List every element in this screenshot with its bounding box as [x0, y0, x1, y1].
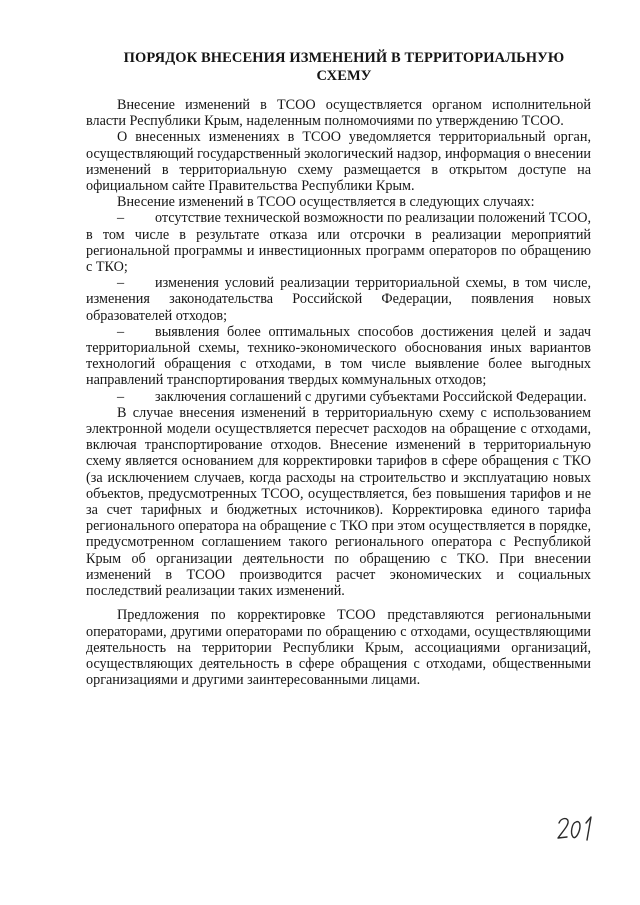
list-item-text: изменения условий реализации территориальной схемы, в том числе, изменения законодательства Российской Федерации, появления новых образователей отходов;	[86, 275, 591, 324]
list-item	[86, 324, 591, 389]
list-dash: –	[117, 388, 125, 405]
paragraph-tariff-adjustment: В случае внесения изменений в территориальную схему с использованием электронной модели осуществляется пересчет расходов на обращение с отходами, включая транспортирование отходов. Внесение изменений в территориальную схему является основанием для корректировки тарифов в сфере обращения с ТКО (за исключением случаев, когда расходы на строительство и эксплуатацию новых объектов, предусмотренных ТСОО, осуществляется, без повышения тарифов и не за счет тарифных и бюджетных источников). Корректировка единого тарифа регионального оператора на обращение с ТКО при этом осуществляется в порядке, предусмотренном соглашением такого регионального оператора с Республикой Крым об организации деятельности по обращению с ТКО. При внесении изменений в ТСОО производится расчет экономических и социальных последствий реализации таких изменений.	[86, 404, 591, 600]
list-dash: –	[117, 323, 125, 340]
document-title: ПОРЯДОК ВНЕСЕНИЯ ИЗМЕНЕНИЙ В ТЕРРИТОРИАЛЬНУЮ СХЕМУ	[123, 50, 565, 84]
list-item-text: отсутствие технической возможности по реализации положений ТСОО, в том числе в результате отказа или отсрочки в реализации мероприятий региональной программы и инвестиционных программ операторов по обращению с ТКО;	[86, 210, 591, 276]
paragraph-proposals: Предложения по корректировке ТСОО представляются региональными операторами, другими операторами по обращению с отходами, осуществляющими деятельность на территории Республики Крым, ассоциациями организаций, осуществляющих деятельность в сфере обращения с отходами, общественными организациями и другими заинтересованными лицами.	[86, 607, 591, 689]
paragraph-notification: О внесенных изменениях в ТСОО уведомляется территориальный орган, осуществляющий государственный экологический надзор, информация о внесении изменений в территориальную схему размещается в открытом доступе на официальном сайте Правительства Республики Крым.	[86, 129, 591, 195]
paragraph-cases-intro: Внесение изменений в ТСОО осуществляется в следующих случаях:	[117, 194, 535, 211]
list-item-text: заключения соглашений с другими субъектами Российской Федерации.	[155, 388, 587, 405]
list-dash: –	[117, 275, 125, 292]
cases-list	[86, 210, 591, 404]
list-dash: –	[117, 210, 125, 227]
list-item	[86, 389, 591, 405]
document-body	[86, 97, 591, 688]
list-item	[86, 210, 591, 275]
list-item-text: выявления более оптимальных способов достижения целей и задач территориальной схемы, технико-экономического обоснования иных вариантов технологий обращения с отходами, в том числе выявление более выгодных направлений транспортирования твердых коммунальных отходов;	[86, 323, 591, 389]
list-item	[86, 275, 591, 324]
handwritten-page-number	[556, 813, 598, 843]
paragraph-executive-authority: Внесение изменений в ТСОО осуществляется органом исполнительной власти Республики Крым, наделенным полномочиями по утверждению ТСОО.	[86, 97, 591, 130]
